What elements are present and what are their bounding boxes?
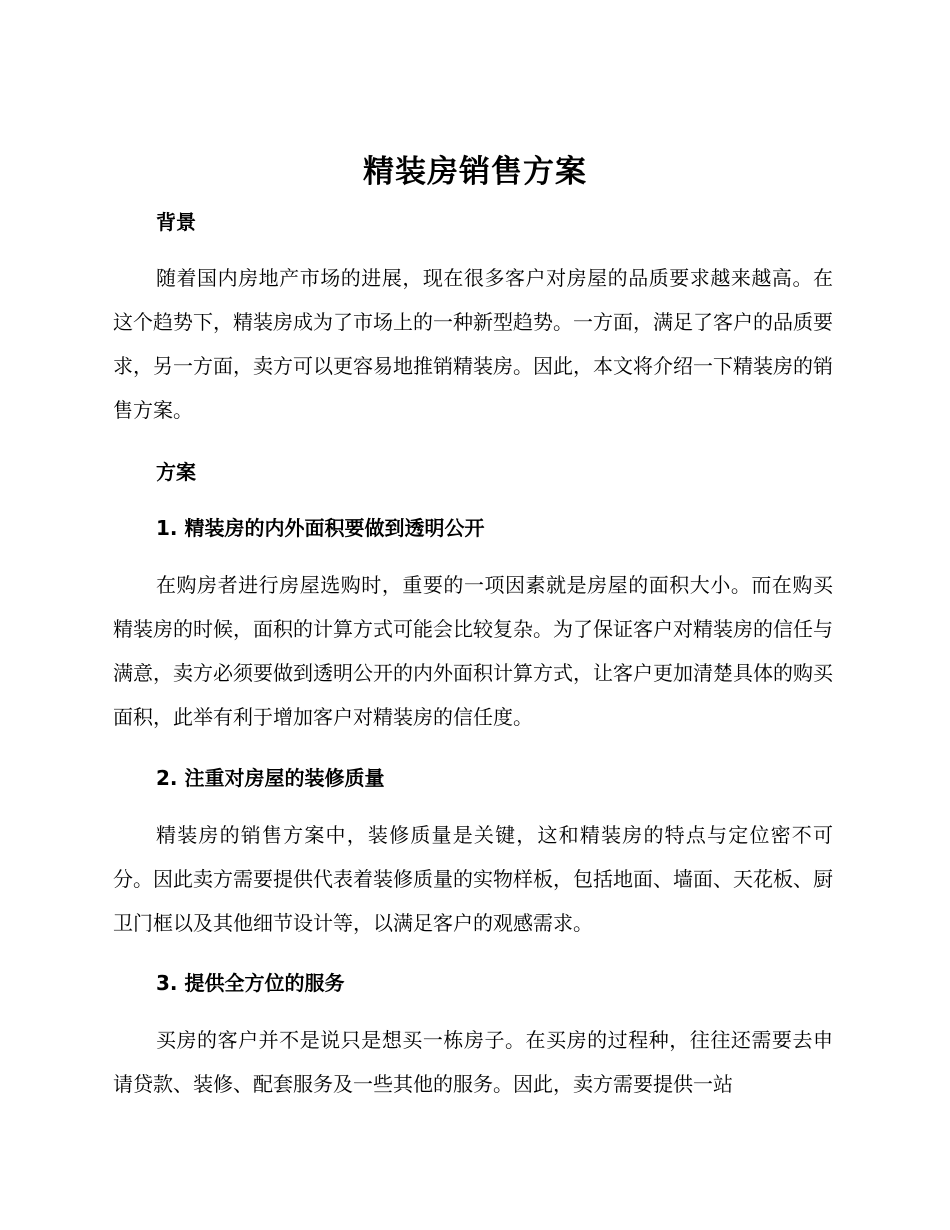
document-title: 精装房销售方案 xyxy=(363,154,587,190)
section-heading-3: 3. 提供全方位的服务 xyxy=(156,971,345,995)
paragraph-1: 在购房者进行房屋选购时，重要的一项因素就是房屋的面积大小。而在购买精装房的时候，面积的计算方式可能会比较复杂。为了保证客户对精装房的信任与满意，卖方必须要做到透明公开的内外面积计算方式，让客户更加清楚具体的购买面积，此举有利于增加客户对精装房的信任度。 xyxy=(113,573,833,729)
section-heading-background: 背景 xyxy=(156,210,196,234)
paragraph-background: 随着国内房地产市场的进展，现在很多客户对房屋的品质要求越来越高。在这个趋势下，精装房成为了市场上的一种新型趋势。一方面，满足了客户的品质要求，另一方面，卖方可以更容易地推销精装房。因此，本文将介绍一下精装房的销售方案。 xyxy=(113,266,833,422)
paragraph-2: 精装房的销售方案中，装修质量是关键，这和精装房的特点与定位密不可分。因此卖方需要提供代表着装修质量的实物样板，包括地面、墙面、天花板、厨卫门框以及其他细节设计等，以满足客户的观感需求。 xyxy=(113,823,833,935)
section-heading-2: 2. 注重对房屋的装修质量 xyxy=(156,766,385,790)
section-heading-1: 1. 精装房的内外面积要做到透明公开 xyxy=(156,516,485,540)
section-heading-plan: 方案 xyxy=(156,460,196,484)
paragraph-3: 买房的客户并不是说只是想买一栋房子。在买房的过程种，往往还需要去申请贷款、装修、配套服务及一些其他的服务。因此，卖方需要提供一站 xyxy=(113,1028,833,1096)
